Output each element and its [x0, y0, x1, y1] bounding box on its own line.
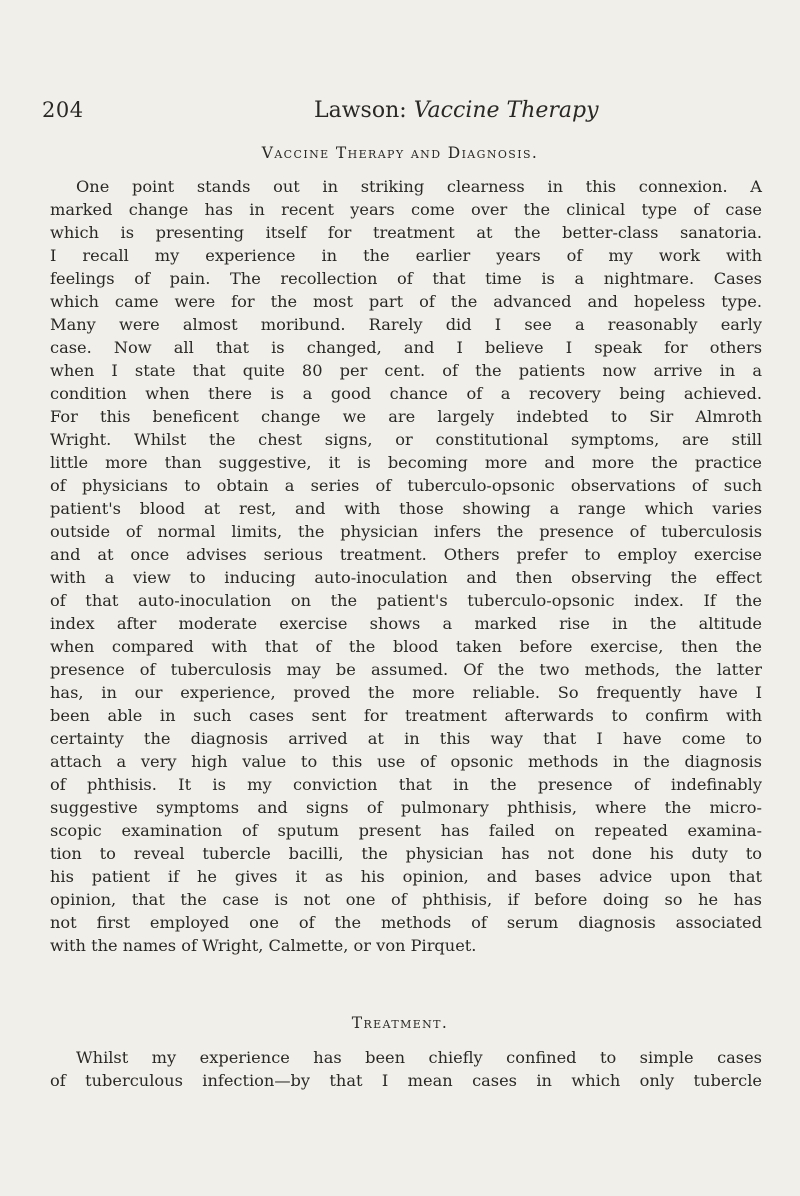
running-head-author: Lawson:: [314, 98, 407, 123]
text-line: Whilst my experience has been chiefly confined to simple cases: [76, 1048, 762, 1067]
text-line: of phthisis. It is my conviction that in the presence of indefinably: [50, 775, 762, 794]
text-line: with a view to inducing auto-inoculation and then observing the effect: [50, 568, 762, 587]
text-line: outside of normal limits, the physician infers the presence of tuberculosis: [50, 522, 762, 541]
text-line: been able in such cases sent for treatment afterwards to confirm with: [50, 706, 762, 725]
text-line: little more than suggestive, it is becoming more and more the practice: [50, 453, 762, 472]
text-line: of tuberculous infection—by that I mean cases in which only tubercle: [50, 1071, 762, 1090]
text-line: suggestive symptoms and signs of pulmonary phthisis, where the micro-: [50, 798, 762, 817]
text-line: One point stands out in striking clearness in this connexion. A: [76, 177, 762, 196]
section-heading-diagnosis: Vaccine Therapy and Diagnosis.: [261, 144, 539, 162]
text-line: certainty the diagnosis arrived at in this way that I have come to: [50, 729, 762, 748]
section-heading-treatment: Treatment.: [351, 1014, 449, 1032]
text-line: and at once advises serious treatment. Others prefer to employ exercise: [50, 545, 762, 564]
text-line: opinion, that the case is not one of phthisis, if before doing so he has: [50, 890, 762, 909]
text-line: tion to reveal tubercle bacilli, the physician has not done his duty to: [50, 844, 762, 863]
text-line: with the names of Wright, Calmette, or von Pirquet.: [50, 936, 477, 955]
text-line: condition when there is a good chance of a recovery being achieved.: [50, 384, 762, 403]
text-line: presence of tuberculosis may be assumed. Of the two methods, the latter: [50, 660, 762, 679]
text-line: feelings of pain. The recollection of that time is a nightmare. Cases: [50, 269, 762, 288]
running-head: [314, 98, 599, 123]
text-line: For this beneficent change we are largely indebted to Sir Almroth: [50, 407, 762, 426]
text-line: I recall my experience in the earlier years of my work with: [50, 246, 762, 265]
text-line: case. Now all that is changed, and I believe I speak for others: [50, 338, 762, 357]
text-line: scopic examination of sputum present has failed on repeated examina-: [50, 821, 762, 840]
text-line: Wright. Whilst the chest signs, or constitutional symptoms, are still: [50, 430, 762, 449]
text-line: his patient if he gives it as his opinion, and bases advice upon that: [50, 867, 762, 886]
text-line: not first employed one of the methods of serum diagnosis associated: [50, 913, 762, 932]
text-line: has, in our experience, proved the more reliable. So frequently have I: [50, 683, 762, 702]
text-line: patient's blood at rest, and with those showing a range which varies: [50, 499, 762, 518]
text-line: marked change has in recent years come over the clinical type of case: [50, 200, 762, 219]
text-line: index after moderate exercise shows a marked rise in the altitude: [50, 614, 762, 633]
text-line: attach a very high value to this use of opsonic methods in the diagnosis: [50, 752, 762, 771]
text-line: of that auto-inoculation on the patient's tuberculo-opsonic index. If the: [50, 591, 762, 610]
text-line: when compared with that of the blood taken before exercise, then the: [50, 637, 762, 656]
text-line: Many were almost moribund. Rarely did I see a reasonably early: [50, 315, 762, 334]
running-head-title: Vaccine Therapy: [413, 98, 599, 123]
text-line: which is presenting itself for treatment at the better-class sanatoria.: [50, 223, 762, 242]
text-line: of physicians to obtain a series of tuberculo-opsonic observations of such: [50, 476, 762, 495]
text-line: which came were for the most part of the advanced and hopeless type.: [50, 292, 762, 311]
page-header: [42, 96, 762, 130]
text-line: when I state that quite 80 per cent. of the patients now arrive in a: [50, 361, 762, 380]
page-number: 204: [42, 98, 84, 122]
